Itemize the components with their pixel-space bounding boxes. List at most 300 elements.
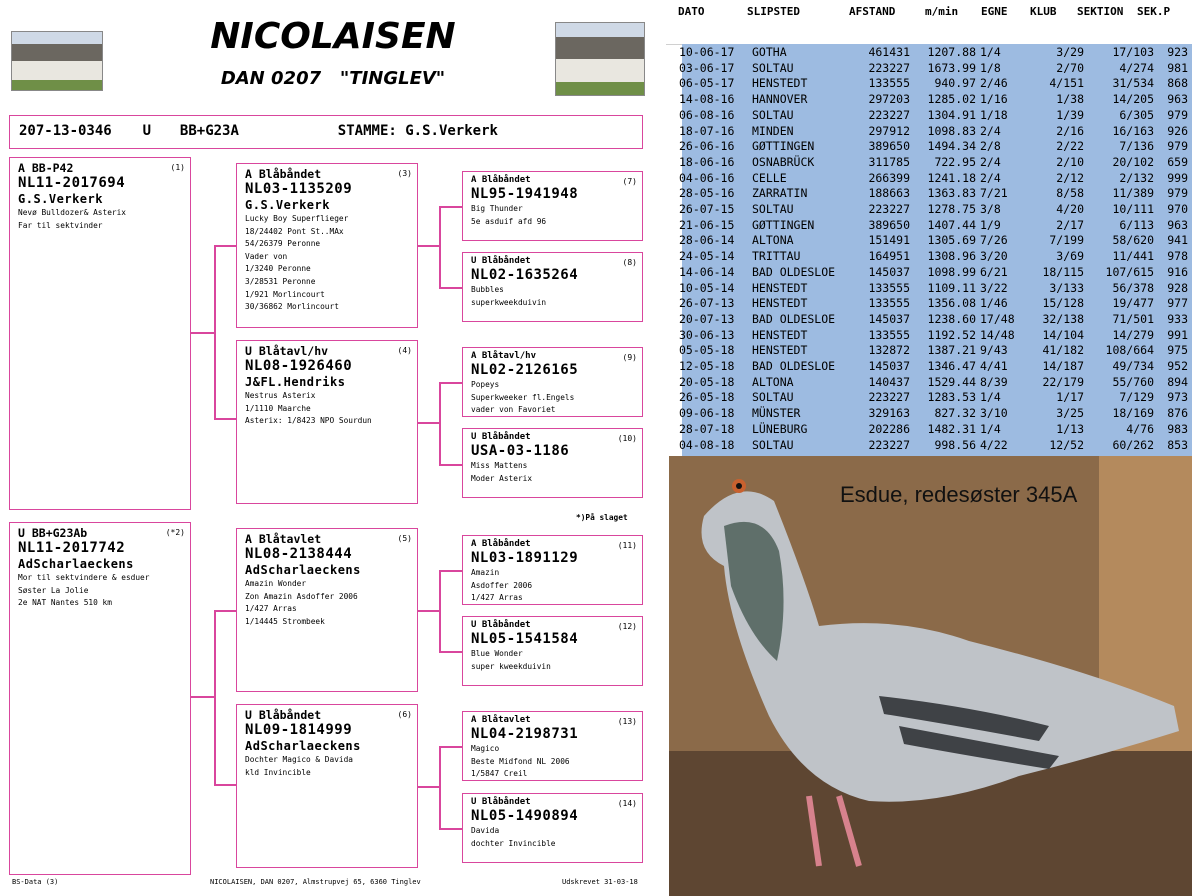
bird-note: Lucky Boy Superflieger: [245, 214, 349, 223]
table-cell: 1207.88: [927, 45, 976, 59]
bird-ring: NL02-2126165: [471, 362, 579, 378]
table-cell: 1/9: [980, 217, 1001, 232]
bird-owner: G.S.Verkerk: [245, 198, 330, 212]
connector: [190, 332, 214, 334]
table-cell: 133555: [868, 296, 910, 311]
table-cell: 71/501: [1112, 311, 1154, 326]
table-cell: 06-05-17: [679, 76, 735, 91]
table-cell: 2/10: [1056, 154, 1084, 169]
bird-note: Big Thunder: [471, 204, 523, 213]
table-cell: 7/199: [1049, 233, 1084, 248]
table-cell: 04-06-16: [679, 170, 735, 185]
col-header: KLUB: [1030, 5, 1057, 18]
bird-ring: NL09-1814999: [245, 722, 353, 738]
table-cell: 60/262: [1112, 437, 1154, 452]
bird-number: (8): [622, 258, 637, 267]
table-cell: OSNABRÜCK: [752, 154, 815, 169]
table-cell: 952: [1167, 359, 1188, 373]
table-cell: 311785: [868, 154, 910, 169]
bird-header: U Blåbåndet: [245, 708, 322, 722]
bird-number: (5): [397, 534, 412, 543]
connector: [214, 784, 236, 786]
table-cell: 14/205: [1112, 92, 1154, 107]
results-table: [666, 0, 1192, 456]
table-cell: 266399: [868, 170, 910, 185]
table-cell: 107/615: [1105, 264, 1154, 279]
connector: [214, 610, 236, 612]
table-cell: 940.97: [934, 76, 976, 91]
footer-left: BS-Data (3): [12, 878, 59, 886]
table-cell: 827.32: [934, 406, 976, 421]
col-header: AFSTAND: [849, 5, 896, 18]
bird-note: Asdoffer 2006: [471, 580, 533, 590]
bird-note: Superkweeker fl.Engels: [471, 392, 575, 402]
connector: [439, 206, 462, 208]
table-cell: 223227: [868, 437, 910, 452]
page-title: NICOLAISEN: [210, 16, 456, 57]
table-cell: 32/138: [1042, 311, 1084, 326]
table-cell: 10/111: [1112, 202, 1154, 216]
bird-header: A Blåbåndet: [471, 175, 531, 185]
bird-number: (1): [170, 163, 185, 172]
table-cell: 389650: [868, 139, 910, 154]
bird-note: 18/24402 Pont St..MAx: [245, 226, 344, 236]
bird-box-8: [462, 252, 643, 322]
slaget-note: *)På slaget: [576, 513, 628, 522]
bird-note: 1/3240 Peronne: [245, 264, 311, 274]
bird-note: 1/427 Arras: [471, 593, 523, 603]
table-cell: 03-06-17: [679, 60, 735, 75]
table-row: [679, 296, 1192, 312]
table-cell: 6/21: [980, 264, 1008, 279]
table-cell: ALTONA: [752, 233, 794, 248]
table-cell: 1098.83: [927, 123, 976, 138]
bird-number: (4): [397, 346, 412, 355]
table-cell: 3/29: [1056, 45, 1084, 59]
table-cell: 1/38: [1056, 92, 1084, 107]
table-row: [679, 92, 1192, 108]
bird-owner: AdScharlaeckens: [245, 563, 361, 577]
table-cell: 30-06-13: [679, 327, 735, 342]
bird-box-4: [236, 340, 418, 504]
table-row: [679, 76, 1192, 92]
bird-note: 2e NAT Nantes 510 km: [18, 598, 112, 608]
table-row: [679, 249, 1192, 265]
bird-header: U Blåbåndet: [471, 256, 531, 266]
table-cell: SOLTAU: [752, 107, 794, 122]
connector: [439, 828, 462, 830]
bird-number: (13): [617, 717, 637, 726]
table-cell: 2/17: [1056, 217, 1084, 232]
table-cell: SOLTAU: [752, 390, 794, 405]
table-cell: 04-08-18: [679, 437, 735, 452]
bird-note: dochter Invincible: [471, 838, 556, 848]
table-cell: 1238.60: [927, 311, 976, 326]
table-cell: 2/8: [980, 139, 1001, 154]
bird-note: vader von Favoriet: [471, 405, 556, 415]
table-cell: 1285.02: [927, 92, 976, 107]
table-cell: 1387.21: [927, 343, 976, 358]
pigeon-ring: 207-13-0346: [19, 123, 112, 139]
connector: [214, 610, 216, 784]
bird-owner: AdScharlaeckens: [18, 557, 134, 571]
bird-box-father: [9, 157, 191, 510]
table-cell: 2/22: [1056, 139, 1084, 154]
table-cell: MINDEN: [752, 123, 794, 138]
bird-box-3: [236, 163, 418, 328]
table-cell: 145037: [868, 311, 910, 326]
table-cell: 659: [1167, 154, 1188, 169]
bird-header: A BB-P42: [18, 161, 74, 175]
bird-note: Zon Amazin Asdoffer 2006: [245, 591, 358, 601]
table-cell: 1494.34: [927, 139, 976, 154]
bird-note: 1/5847 Creil: [471, 769, 528, 779]
table-row: [679, 406, 1192, 422]
table-cell: 3/10: [980, 406, 1008, 421]
table-cell: 14/48: [980, 327, 1015, 342]
table-cell: 1363.83: [927, 186, 976, 201]
table-cell: 17/48: [980, 311, 1015, 326]
table-cell: 926: [1167, 123, 1188, 138]
table-cell: 2/4: [980, 154, 1001, 169]
bird-box-7: [462, 171, 643, 241]
bird-ring: NL05-1541584: [471, 631, 579, 647]
table-cell: ZARRATIN: [752, 186, 808, 201]
bird-note: Amazin Wonder: [245, 579, 307, 588]
bird-note: Søster La Jolie: [18, 585, 89, 595]
table-cell: 1241.18: [927, 170, 976, 185]
bird-header: A Blåtavlet: [471, 715, 531, 725]
table-cell: 991: [1167, 327, 1188, 342]
table-cell: HENSTEDT: [752, 76, 808, 91]
bird-ring: NL04-2198731: [471, 726, 579, 742]
bird-ring: NL08-2138444: [245, 546, 353, 562]
table-cell: 14-08-16: [679, 92, 735, 107]
table-cell: CELLE: [752, 170, 787, 185]
bird-note: Davida: [471, 826, 500, 835]
bird-header: U Blåtavl/hv: [245, 344, 329, 358]
table-cell: 12/52: [1049, 437, 1084, 452]
table-cell: 06-08-16: [679, 107, 735, 122]
table-cell: 20-07-13: [679, 311, 735, 326]
table-cell: 19/477: [1112, 296, 1154, 311]
table-row: [679, 390, 1192, 406]
bird-number: (11): [617, 541, 637, 550]
table-cell: 894: [1167, 374, 1188, 389]
bird-note: 1/921 Morlincourt: [245, 289, 325, 299]
results-table-body: [679, 44, 1192, 456]
table-cell: 6/113: [1119, 217, 1154, 232]
bird-note: 3/28531 Peronne: [245, 276, 316, 286]
connector: [439, 464, 462, 466]
bird-number: (10): [617, 434, 637, 443]
pigeon-stamme: STAMME: G.S.Verkerk: [337, 123, 498, 139]
table-cell: 164951: [868, 249, 910, 264]
table-cell: 11/389: [1112, 186, 1154, 201]
pigeon-color: BB+G23A: [179, 123, 239, 139]
connector: [439, 382, 441, 464]
table-cell: 1407.44: [927, 217, 976, 232]
page-subtitle: DAN 0207 "TINGLEV": [220, 68, 446, 89]
table-cell: 11/441: [1112, 249, 1154, 264]
table-cell: 975: [1167, 343, 1188, 358]
table-cell: HENSTEDT: [752, 280, 808, 295]
table-cell: 18-06-16: [679, 154, 735, 169]
connector: [439, 651, 462, 653]
table-row: [679, 123, 1192, 140]
bird-number: (12): [617, 622, 637, 631]
table-cell: 1/8: [980, 60, 1001, 75]
bird-header: A Blåtavl/hv: [471, 351, 537, 361]
bird-box-5: [236, 528, 418, 692]
table-cell: 28-06-14: [679, 233, 735, 248]
connector: [439, 570, 441, 651]
bird-ring: NL08-1926460: [245, 358, 353, 374]
table-cell: SOLTAU: [752, 202, 794, 216]
table-cell: 18-07-16: [679, 123, 735, 138]
table-cell: 9/43: [980, 343, 1008, 358]
bird-box-13: [462, 711, 643, 781]
table-cell: 876: [1167, 406, 1188, 421]
connector: [439, 287, 462, 289]
table-cell: 1529.44: [927, 374, 976, 389]
table-row: [679, 217, 1192, 234]
bird-note: Magico: [471, 744, 500, 753]
table-row: [679, 343, 1192, 359]
pigeon-illustration: [669, 456, 1192, 896]
footer-center: NICOLAISEN, DAN 0207, Almstrupvej 65, 6360 Tinglev: [210, 878, 421, 886]
table-cell: 14/187: [1042, 359, 1084, 373]
table-cell: 223227: [868, 202, 910, 216]
table-cell: 41/182: [1042, 343, 1084, 358]
col-header: m/min: [925, 5, 959, 18]
pigeon-sex: U: [142, 123, 152, 139]
table-cell: 188663: [868, 186, 910, 201]
bird-note: 1/427 Arras: [245, 604, 297, 614]
table-cell: 1/16: [980, 92, 1008, 107]
bird-header: U Blåbåndet: [471, 432, 531, 442]
footer-right: Udskrevet 31-03-18: [562, 878, 638, 886]
table-cell: HENSTEDT: [752, 343, 808, 358]
table-cell: ALTONA: [752, 374, 794, 389]
table-cell: 1/46: [980, 296, 1008, 311]
table-cell: HANNOVER: [752, 92, 808, 107]
table-row: [679, 421, 1192, 438]
table-cell: 2/70: [1056, 60, 1084, 75]
table-cell: 923: [1167, 45, 1188, 59]
table-cell: 26-05-18: [679, 390, 735, 405]
table-cell: 461431: [868, 45, 910, 59]
table-cell: 970: [1167, 202, 1188, 216]
table-cell: 868: [1167, 76, 1188, 91]
table-cell: HENSTEDT: [752, 327, 808, 342]
bird-note: Nestrus Asterix: [245, 391, 316, 400]
bird-note: 1/1110 Maarche: [245, 403, 311, 413]
table-cell: 56/378: [1112, 280, 1154, 295]
table-cell: 8/58: [1056, 186, 1084, 201]
table-cell: 1304.91: [927, 107, 976, 122]
table-cell: 31/534: [1112, 76, 1154, 91]
table-cell: 151491: [868, 233, 910, 248]
table-cell: 998.56: [934, 437, 976, 452]
table-cell: 14/279: [1112, 327, 1154, 342]
table-cell: 16/163: [1112, 123, 1154, 138]
bird-note: 54/26379 Peronne: [245, 239, 321, 249]
table-cell: 983: [1167, 421, 1188, 436]
table-cell: 3/25: [1056, 406, 1084, 421]
connector: [214, 418, 236, 420]
bird-owner: J&FL.Hendriks: [245, 375, 346, 389]
connector: [417, 610, 439, 612]
pigeon-photo: [669, 456, 1192, 896]
table-cell: 3/8: [980, 202, 1001, 216]
table-cell: 3/22: [980, 280, 1008, 295]
table-cell: 223227: [868, 60, 910, 75]
table-cell: 979: [1167, 107, 1188, 122]
bird-ring: NL11-2017742: [18, 540, 126, 556]
table-cell: 20/102: [1112, 154, 1154, 169]
table-cell: MÜNSTER: [752, 406, 801, 421]
table-cell: 6/305: [1119, 107, 1154, 122]
bird-note: Mor til sektvindere & esduer: [18, 573, 150, 582]
bird-note: kld Invincible: [245, 767, 311, 777]
connector: [417, 422, 439, 424]
table-cell: 133555: [868, 280, 910, 295]
table-cell: 297912: [868, 123, 910, 138]
table-cell: 17/103: [1112, 45, 1154, 59]
table-cell: 26-07-15: [679, 202, 735, 216]
table-cell: 26-07-13: [679, 296, 735, 311]
bird-box-12: [462, 616, 643, 686]
table-cell: 1356.08: [927, 296, 976, 311]
bird-note: 30/36862 Morlincourt: [245, 302, 339, 312]
results-table-header: [666, 0, 1192, 45]
table-cell: 7/129: [1119, 390, 1154, 405]
table-cell: 133555: [868, 327, 910, 342]
bird-box-6: [236, 704, 418, 868]
table-cell: SOLTAU: [752, 437, 794, 452]
table-cell: 1/13: [1056, 421, 1084, 436]
bird-header: A Blåtavlet: [245, 532, 322, 546]
table-cell: 1482.31: [927, 421, 976, 436]
connector: [439, 382, 462, 384]
bird-note: Asterix: 1/8423 NPO Sourdun: [245, 416, 372, 426]
table-cell: 4/41: [980, 359, 1008, 373]
pigeon-id-line: [9, 115, 643, 149]
table-cell: 26-06-16: [679, 139, 735, 154]
bird-note: Amazin: [471, 568, 500, 577]
table-cell: 223227: [868, 390, 910, 405]
table-cell: 49/734: [1112, 359, 1154, 373]
table-cell: 55/760: [1112, 374, 1154, 389]
connector: [417, 245, 439, 247]
table-row: [679, 154, 1192, 171]
table-cell: 2/12: [1056, 170, 1084, 185]
col-header: EGNE: [981, 5, 1008, 18]
table-cell: 963: [1167, 92, 1188, 107]
bird-note: Bubbles: [471, 285, 504, 294]
bird-box-14: [462, 793, 643, 863]
table-cell: 3/20: [980, 249, 1008, 264]
table-cell: 1/18: [980, 107, 1008, 122]
table-cell: 18/169: [1112, 406, 1154, 421]
table-row: [679, 374, 1192, 391]
table-row: [679, 170, 1192, 187]
connector: [439, 746, 441, 828]
table-cell: 09-06-18: [679, 406, 735, 421]
bird-note: Nevø Bulldozer& Asterix: [18, 208, 126, 217]
bird-ring: USA-03-1186: [471, 443, 570, 459]
table-cell: 1278.75: [927, 202, 976, 216]
bird-note: Vader von: [245, 251, 288, 261]
table-cell: 10-06-17: [679, 45, 735, 59]
table-cell: 1308.96: [927, 249, 976, 264]
table-cell: 133555: [868, 76, 910, 91]
bird-ring: NL11-2017694: [18, 175, 126, 191]
bird-number: (6): [397, 710, 412, 719]
bird-owner: G.S.Verkerk: [18, 192, 103, 206]
bird-ring: NL95-1941948: [471, 186, 579, 202]
table-cell: 1/39: [1056, 107, 1084, 122]
table-cell: 7/21: [980, 186, 1008, 201]
bird-ring: NL03-1135209: [245, 181, 353, 197]
table-cell: 979: [1167, 186, 1188, 201]
bird-note: Dochter Magico & Davida: [245, 755, 353, 764]
table-cell: 1283.53: [927, 390, 976, 405]
table-cell: LÜNEBURG: [752, 421, 808, 436]
table-cell: 7/26: [980, 233, 1008, 248]
table-row: [679, 359, 1192, 375]
bird-ring: NL03-1891129: [471, 550, 579, 566]
table-cell: 202286: [868, 421, 910, 436]
table-cell: 1/17: [1056, 390, 1084, 405]
table-cell: 14/104: [1042, 327, 1084, 342]
table-cell: 4/20: [1056, 202, 1084, 216]
col-header: SLIPSTED: [747, 5, 800, 18]
table-cell: 978: [1167, 249, 1188, 264]
table-cell: 12-05-18: [679, 359, 735, 373]
bird-note: Far til sektvinder: [18, 220, 103, 230]
bird-ring: NL02-1635264: [471, 267, 579, 283]
table-cell: 941: [1167, 233, 1188, 248]
col-header: SEKTION: [1077, 5, 1124, 18]
table-cell: 3/69: [1056, 249, 1084, 264]
bird-box-mother: [9, 522, 191, 875]
table-row: [679, 107, 1192, 124]
table-cell: 722.95: [934, 154, 976, 169]
table-cell: 2/132: [1119, 170, 1154, 185]
table-cell: TRITTAU: [752, 249, 801, 264]
table-row: [679, 327, 1192, 344]
table-cell: 297203: [868, 92, 910, 107]
table-cell: 389650: [868, 217, 910, 232]
table-cell: 145037: [868, 264, 910, 279]
table-cell: SOLTAU: [752, 60, 794, 75]
table-cell: 2/4: [980, 170, 1001, 185]
table-cell: 977: [1167, 296, 1188, 311]
bird-note: Beste Midfond NL 2006: [471, 756, 570, 766]
table-cell: 140437: [868, 374, 910, 389]
bird-header: U Blåbåndet: [471, 620, 531, 630]
table-cell: BAD OLDESLOE: [752, 264, 836, 279]
bird-note: Blue Wonder: [471, 649, 523, 658]
table-cell: 1/4: [980, 45, 1001, 59]
table-cell: 999: [1167, 170, 1188, 185]
table-cell: 15/128: [1042, 296, 1084, 311]
table-cell: BAD OLDESLOE: [752, 359, 836, 373]
bird-box-11: [462, 535, 643, 605]
table-row: [679, 311, 1192, 328]
